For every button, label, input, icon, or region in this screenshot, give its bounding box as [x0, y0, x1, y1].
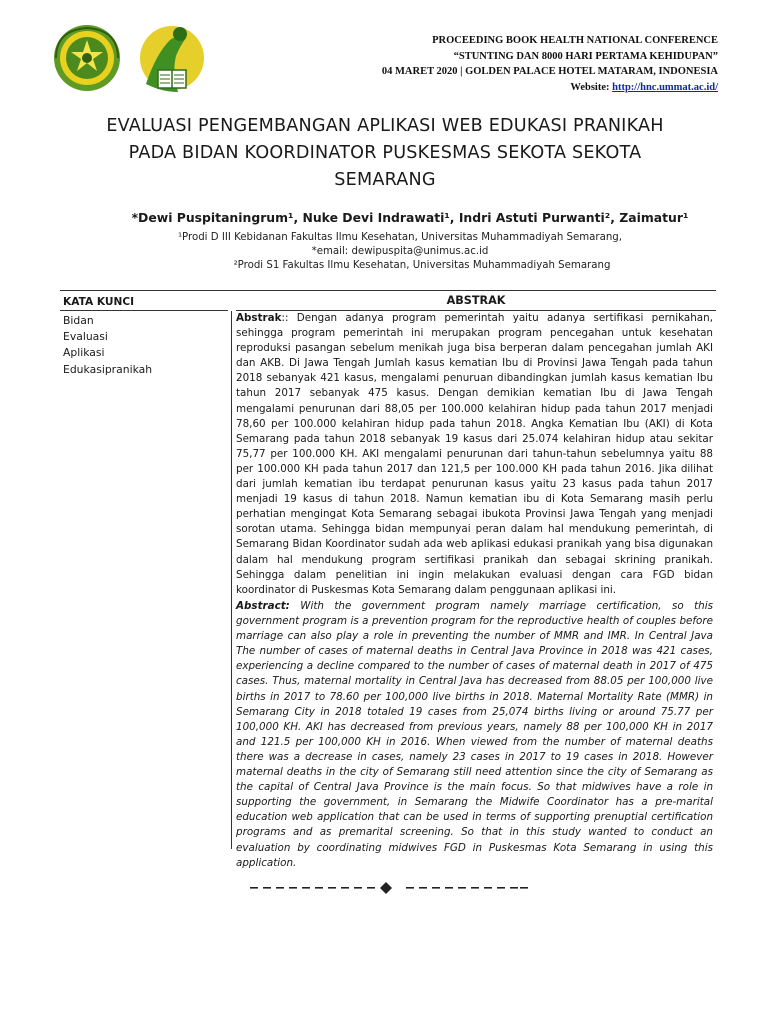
- keywords-heading: KATA KUNCI: [63, 296, 135, 308]
- corresponding-email: *email: dewipuspita@unimus.ac.id: [311, 246, 489, 257]
- affiliation-2: ²Prodi S1 Fakultas Ilmu Kesehatan, Universitas Muhammadiyah Semarang: [233, 260, 611, 271]
- conference-website: [298, 80, 718, 96]
- section-top-rule: [60, 290, 716, 291]
- abstract-indonesian: [236, 311, 713, 598]
- keyword-item: Bidan: [63, 314, 94, 327]
- abstract-english: [236, 599, 713, 871]
- conference-header: [298, 33, 718, 95]
- website-link[interactable]: http://hnc.ummat.ac.id/: [612, 81, 718, 93]
- conference-date-venue: 04 MARET 2020 | GOLDEN PALACE HOTEL MATARAM, INDONESIA: [381, 66, 718, 77]
- conference-theme: “STUNTING DAN 8000 HARI PERTAMA KEHIDUPAN”: [453, 50, 718, 62]
- abstract-id-label: Abstrak: [236, 312, 282, 324]
- keyword-item: Aplikasi: [63, 346, 105, 360]
- abstract-en-text: With the government program namely marriage certification, so this government program is a prevention program for the reproductive health of couples before marriage can also play a role in preventing the number of MMR and IMR. In Central Java The number of cases of maternal deaths in Central Java Province in 2018 was 421 cases, experiencing a decline compared to the number of cases of maternal death in 2017 of 475 cases. Thus, maternal mortality in Central Java has decreased from 88.05 per 100,000 live births in 2017 to 78.60 per 100,000 live births in 2018. Maternal Mortality Rate (MMR) in Semarang City in 2018 totaled 19 cases from 25,074 births living or around 75.77 per 100,000 KH. AKI has decreased from previous years, namely 88 per 100,000 KH in 2017 and 121.5 per 100,000 KH in 2016. When viewed from the number of maternal deaths there was a decrease in cases, namely 23 cases in 2017 to 19 cases in 2018. However maternal deaths in the city of Semarang still need attention since the city of Semarang as the capital of Central Java Province is the main focus. So that midwives have a role in supporting the government, in Semarang the Midwife Coordinator has a pre-marital education web application that can be used in terms of supporting prenuptial certification programs and as premarital screening. So that in this study wanted to conduct an evaluation by coordinating midwives FGD in Puskesmas Kota Semarang in using this application.: [236, 600, 713, 869]
- affiliation-1: ¹Prodi D III Kebidanan Fakultas Ilmu Kesehatan, Universitas Muhammadiyah Semarang,: [177, 232, 623, 243]
- title-line-2: PADA BIDAN KOORDINATOR PUSKESMAS SEKOTA SEKOTA: [128, 143, 642, 163]
- author-list: *Dewi Puspitaningrum¹, Nuke Devi Indrawati¹, Indri Astuti Purwanti², Zaimatur¹: [131, 210, 689, 225]
- website-label: Website:: [570, 81, 613, 93]
- keyword-header-rule: [60, 310, 228, 311]
- title-line-3: SEMARANG: [334, 170, 436, 190]
- keyword-item: Evaluasi: [63, 330, 108, 344]
- university-crest-logo: [44, 22, 130, 94]
- abstract-id-text: :: Dengan adanya program pemerintah yaitu adanya sertifikasi pernikahan, sehingga program pemerintah ini merupakan program pencegahan untuk kesehatan reproduksi pasangan sebelum menikah juga bisa berperan dalam pencegahan jumlah AKI dan AKB. Di Jawa Tengah Jumlah kasus kematian Ibu di Provinsi Jawa Tengah pada tahun 2018 sebanyak 421 kasus, mengalami penuruan dibandingkan jumlah kasus kematian Ibu tahun 2017 sebanyak 475 kasus. Dengan demikian kematian Ibu di Jawa Tengah mengalami penurunan dari 88,05 per 100.000 kelahiran hidup pada tahun 2017 menjadi 78,60 per 100.000 kelahiran hidup pada tahun 2018. Angka Kematian Ibu (AKI) di Kota Semarang pada tahun 2018 sebanyak 19 kasus dari 25.074 kelahiran hidup atau sekitar 75,77 per 100.000 KH. AKI mengalami penurunan dari tahun-tahun sebelumnya yaitu 88 per 100.000 KH pada tahun 2017 dan 121,5 per 100.000 KH pada tahun 2016. Jika dilihat dari jumlah kematian ibu terdapat penurunan kasus yaitu 23 kasus pada tahun 2017 menjadi 19 kasus di tahun 2018. Namun kematian ibu di Kota Semarang masih perlu perhatian mengingat Kota Semarang sebagai ibukota Provinsi Jawa Tengah yang menjadi sorotan utama. Sehingga bidan mempunyai peran dalam hal mendukung pemerintah, di Semarang Bidan Koordinator sudah ada web aplikasi edukasi pranikah yang bisa digunakan dalam hal mendukung program sertifikasi pranikah dan sebagai skrining pranikah. Sehingga dalam penelitian ini ingin melakukan evaluasi dengan cara FGD bidan koordinator di Puskesmas Kota Semarang dalam penggunaan aplikasi ini.: [236, 312, 713, 596]
- health-faculty-logo: [136, 20, 206, 98]
- diamond-separator-icon: [250, 878, 528, 898]
- conference-name: PROCEEDING BOOK HEALTH NATIONAL CONFERENCE: [432, 35, 718, 46]
- paper-title: [60, 113, 710, 194]
- title-line-1: EVALUASI PENGEMBANGAN APLIKASI WEB EDUKASI PRANIKAH: [106, 116, 664, 136]
- column-divider: [231, 311, 232, 849]
- keyword-item: Edukasipranikah: [63, 362, 153, 376]
- keywords-list: [63, 313, 152, 378]
- abstract-en-label: Abstract:: [236, 600, 290, 612]
- abstract-heading: ABSTRAK: [446, 294, 506, 307]
